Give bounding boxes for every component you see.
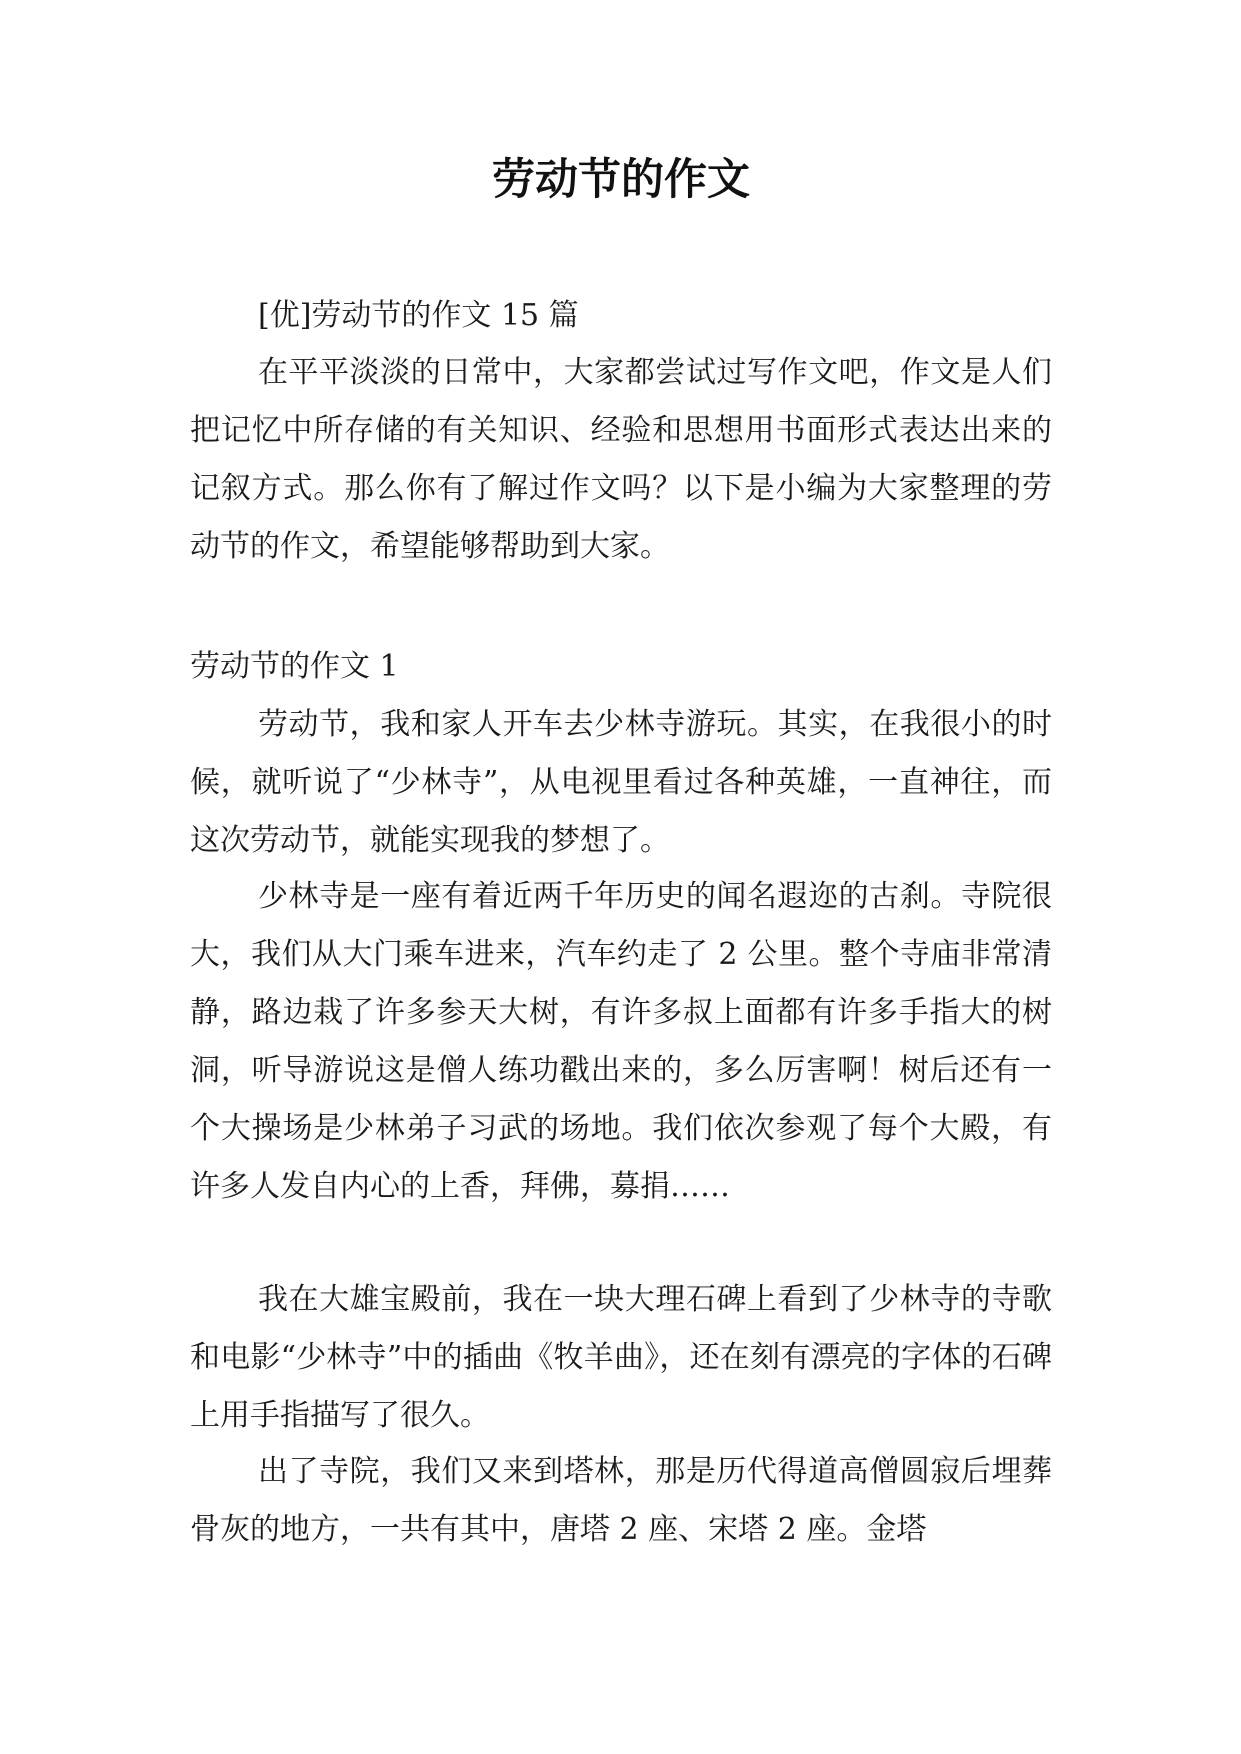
- document-subtitle: [优]劳动节的作文 15 篇: [258, 298, 579, 333]
- body-paragraph: 少林寺是一座有着近两千年历史的闻名遐迩的古刹。寺院很大，我们从大门乘车进来，汽车约走了 2 公里。整个寺庙非常清静，路边栽了许多参天大树，有许多叔上面都有许多手指大的树洞，听导游说这是僧人练功戳出来的，多么厉害啊！树后还有一个大操场是少林弟子习武的场地。我们依次参观了每个大殿，有许多人发自内心的上香，拜佛，募捐……: [190, 879, 1052, 1204]
- body-paragraph: 我在大雄宝殿前，我在一块大理石碑上看到了少林寺的寺歌和电影“少林寺”中的插曲《牧羊曲》，还在刻有漂亮的字体的石碑上用手指描写了很久。: [190, 1282, 1052, 1433]
- body-paragraph: 劳动节，我和家人开车去少林寺游玩。其实，在我很小的时候，就听说了“少林寺”，从电视里看过各种英雄，一直神往，而这次劳动节，就能实现我的梦想了。: [190, 707, 1052, 858]
- body-paragraph: 出了寺院，我们又来到塔林，那是历代得道高僧圆寂后埋葬骨灰的地方，一共有其中，唐塔 2 座、宋塔 2 座。金塔: [190, 1454, 1052, 1547]
- intro-paragraph: 在平平淡淡的日常中，大家都尝试过写作文吧，作文是人们把记忆中所存储的有关知识、经验和思想用书面形式表达出来的记叙方式。那么你有了解过作文吗？以下是小编为大家整理的劳动节的作文，希望能够帮助到大家。: [190, 355, 1052, 564]
- document-title: 劳动节的作文: [492, 155, 750, 205]
- section-heading: 劳动节的作文 1: [190, 649, 399, 684]
